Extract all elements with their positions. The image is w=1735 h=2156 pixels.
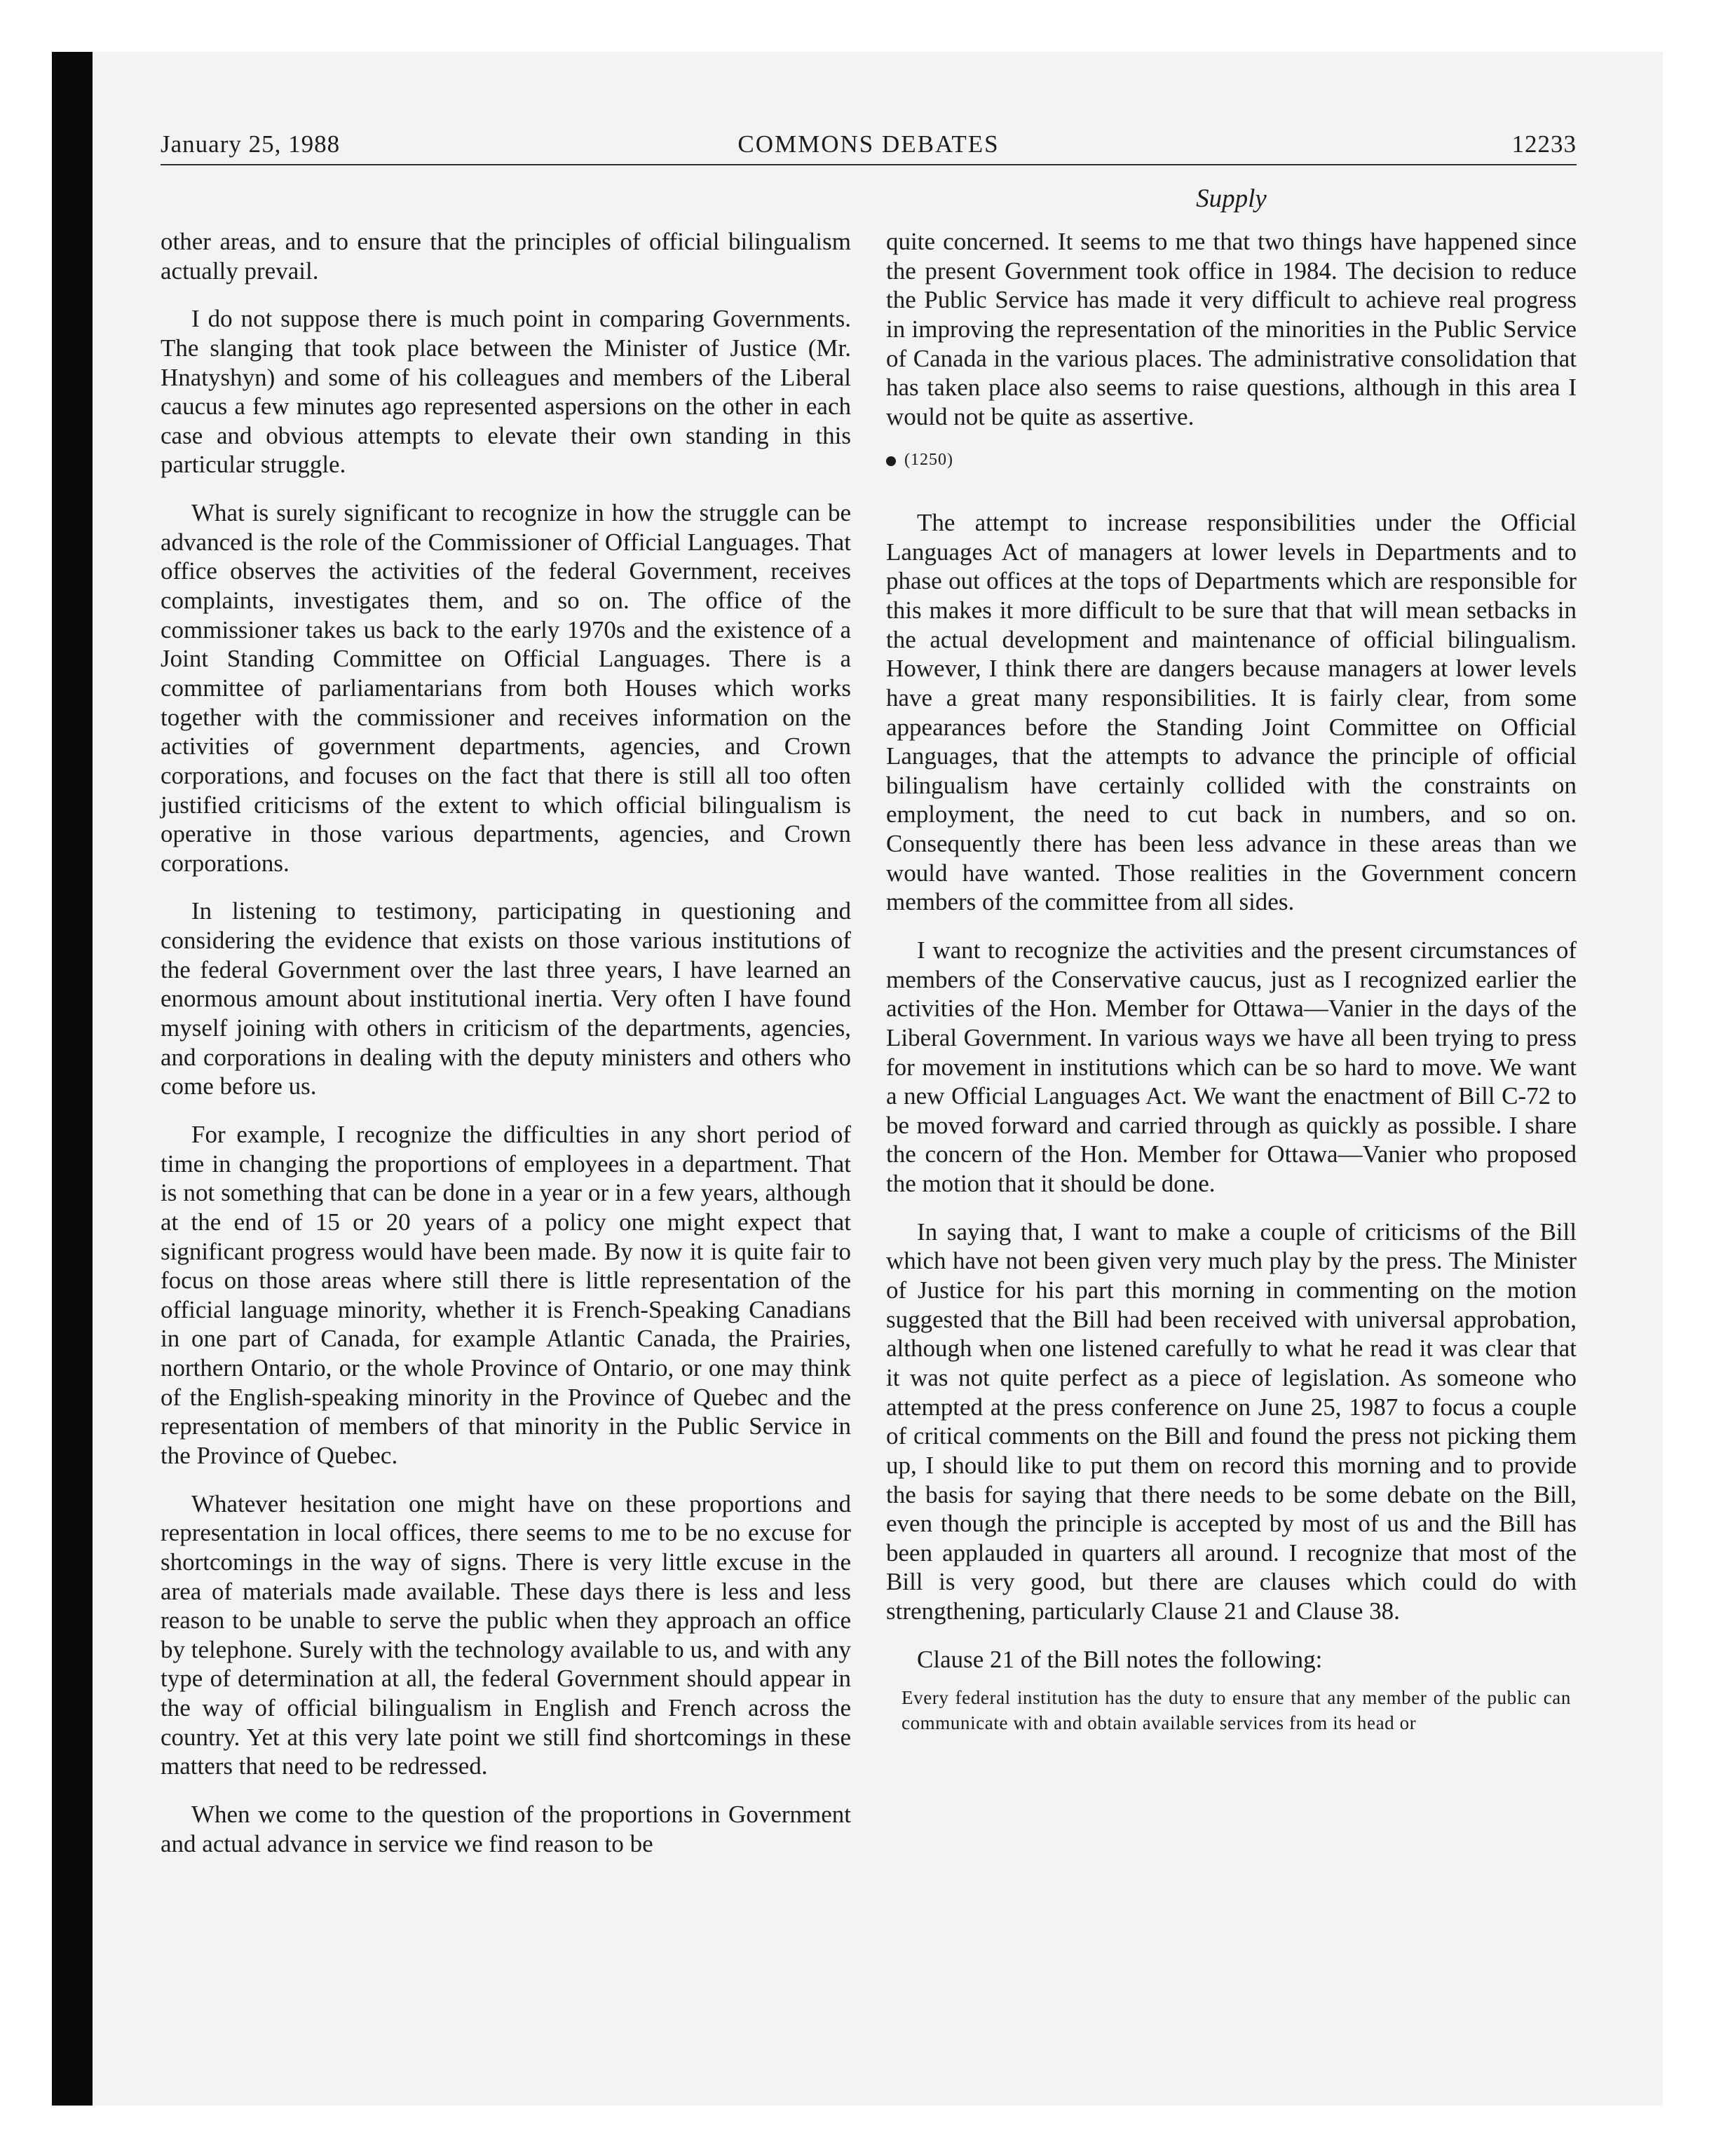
paragraph: quite concerned. It seems to me that two things have happened since the present Government took office in 1984. The decision to reduce the Public Service has made it very difficult to achieve real progress in improving the representation of the minorities in the Public Service of Canada in the various places. The administrative consolidation that has taken place also seems to raise questions, although in this area I would not be quite as assertive.: [886, 228, 1577, 430]
paragraph: When we come to the question of the proportions in Government and actual advance in service we find reason to be: [161, 1801, 851, 1857]
time-stamp: [886, 450, 1577, 470]
paragraph: I want to recognize the activities and the present circumstances of members of the Conservative caucus, just as I recognized earlier the activities of the Hon. Member for Ottawa—Vanier in the days of the Liberal Government. In various ways we have all been trying to press for movement in institutions which can be so hard to move. We want a new Official Languages Act. We want the enactment of Bill C-72 to be moved forward and carried through as quickly as possible. I share the concern of the Hon. Member for Ottawa—Vanier who proposed the motion that it should be done.: [886, 936, 1577, 1198]
paragraph: other areas, and to ensure that the principles of official bilingualism actually prevail.: [161, 228, 851, 285]
paragraph: Whatever hesitation one might have on these proportions and representation in local offices, there seems to me to be no excuse for shortcomings in the way of signs. There is very little excuse in the area of materials made available. These days there is less and less reason to be unable to serve the public when they approach an office by telephone. Surely with the technology available to us, and with any type of determination at all, the federal Government should appear in the way of official bilingualism in English and French across the country. Yet at this very late point we still find shortcomings in these matters that need to be redressed.: [161, 1489, 851, 1780]
bullet-dot-icon: [886, 456, 896, 466]
paragraph: Clause 21 of the Bill notes the following:: [917, 1645, 1323, 1673]
paragraph: In listening to testimony, participating in questioning and considering the evidence that exists on those various institutions of the federal Government over the last three years, I have learned an enormous amount about institutional inertia. Very often I have found myself joining with others in criticism of the departments, agencies, and corporations in dealing with the deputy ministers and others who come before us.: [161, 897, 851, 1100]
section-title: Supply: [1196, 184, 1267, 213]
paragraph: What is surely significant to recognize in how the struggle can be advanced is the role of the Commissioner of Official Languages. That office observes the activities of the federal Government, receives complaints, investigates them, and so on. The office of the commissioner takes us back to the early 1970s and the existence of a Joint Standing Committee on Official Languages. There is a committee of parliamentarians from both Houses which works together with the commissioner and receives information on the activities of government departments, agencies, and Crown corporations, and focuses on the fact that there is still all too often justified criticisms of the extent to which official bilingualism is operative in those various departments, agencies, and Crown corporations.: [161, 499, 851, 877]
paragraph: The attempt to increase responsibilities under the Official Languages Act of managers at lower levels in Departments and to phase out offices at the tops of Departments which are responsible for this makes it more difficult to be sure that that will mean setbacks in the actual development and maintenance of official bilingualism. However, I think there are dangers because managers at lower levels have a great many responsibilities. It is fairly clear, from some appearances before the Standing Joint Committee on Official Languages, that the attempts to advance the principle of official bilingualism have certainly collided with the constraints on employment, the need to cut back in numbers, and so on. Consequently there has been less advance in these areas than we would have wanted. Those realities in the Government concern members of the committee from all sides.: [886, 509, 1577, 916]
paragraph: For example, I recognize the difficulties in any short period of time in changing the proportions of employees in a department. That is not something that can be done in a year or in a few years, although at the end of 15 or 20 years of a policy one might expect that significant progress would have been made. By now it is quite fair to focus on those areas where still there is little representation of the official language minority, whether it is French-Speaking Canadians in one part of Canada, for example Atlantic Canada, the Prairies, northern Ontario, or the whole Province of Ontario, or one may think of the English-speaking minority in the Province of Quebec and the representation of members of that minority in the Public Service in the Province of Quebec.: [161, 1120, 851, 1469]
running-header: [161, 128, 1577, 165]
header-publication: COMMONS DEBATES: [737, 130, 1000, 158]
time-stamp-text: (1250): [904, 451, 953, 470]
right-column: [886, 227, 1577, 1736]
document-page: [161, 128, 1577, 2034]
left-column: [161, 227, 851, 1877]
header-date: January 25, 1988: [161, 130, 341, 158]
paragraph: I do not suppose there is much point in comparing Governments. The slanging that took place between the Minister of Justice (Mr. Hnatyshyn) and some of his colleagues and members of the Liberal caucus a few minutes ago represented aspersions on the other in each case and obvious attempts to elevate their own standing in this particular struggle.: [161, 305, 851, 479]
block-quote: Every federal institution has the duty to ensure that any member of the public can communicate with and obtain available services from its head or: [901, 1687, 1571, 1733]
header-page-number: 12233: [1511, 130, 1577, 158]
paragraph: In saying that, I want to make a couple of criticisms of the Bill which have not been given very much play by the press. The Minister of Justice for his part this morning in commenting on the motion suggested that the Bill had been received with universal approbation, although when one listened carefully to what he read it was clear that it was not quite perfect as a piece of legislation. As someone who attempted at the press conference on June 25, 1987 to focus a couple of critical comments on the Bill and found the press not picking them up, I should like to put them on record this morning and to provide the basis for saying that there needs to be some debate on the Bill, even though the principle is accepted by most of us and the Bill has been applauded in quarters all around. I recognize that most of the Bill is very good, but there are clauses which could do with strengthening, particularly Clause 21 and Clause 38.: [886, 1217, 1577, 1625]
scan-edge-bar: [52, 52, 93, 2106]
